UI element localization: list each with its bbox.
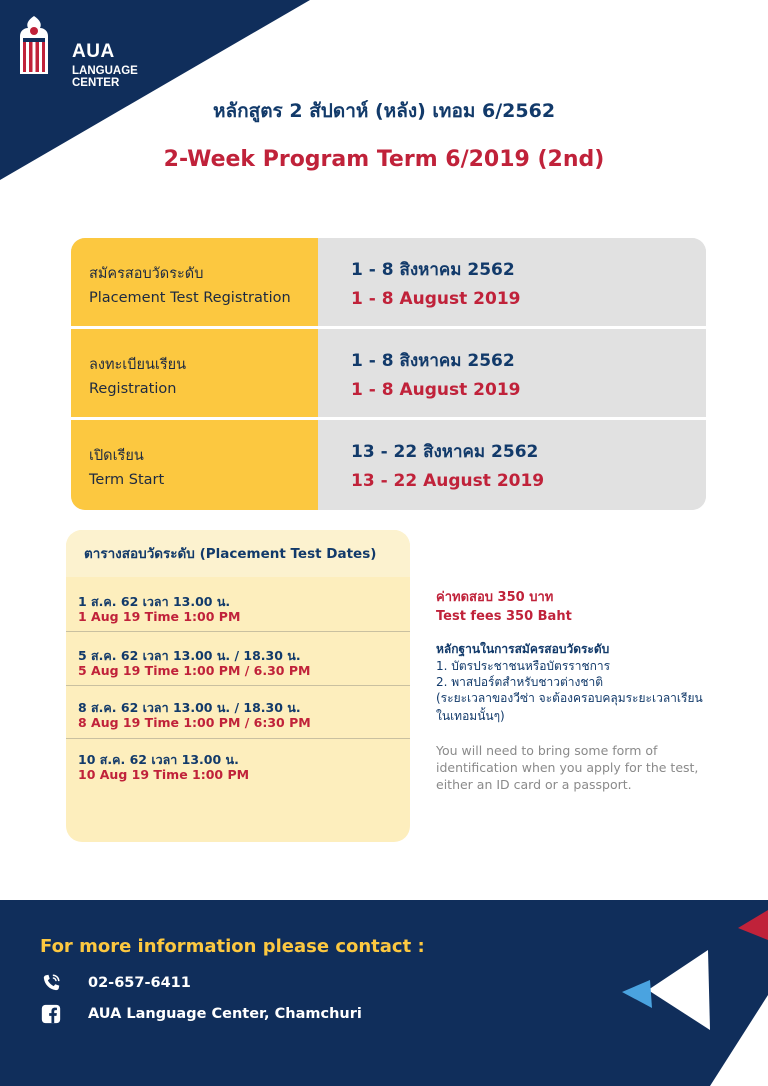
placement-date-thai: 8 ส.ค. 62 เวลา 13.00 น. / 18.30 น. — [78, 700, 301, 715]
logo-line-1: AUA — [72, 41, 115, 62]
identification-note: You will need to bring some form of identification when you apply for the test, either an ID card or a passport. — [436, 743, 699, 792]
placement-date-item — [66, 582, 410, 634]
placement-date-item — [66, 740, 410, 792]
schedule-label-english: Registration — [89, 381, 177, 397]
schedule-label-cell — [71, 420, 318, 510]
placement-dates-header — [66, 530, 410, 577]
placement-dates-title: ตารางสอบวัดระดับ (Placement Test Dates) — [84, 546, 377, 562]
placement-date-english: 5 Aug 19 Time 1:00 PM / 6.30 PM — [78, 663, 311, 678]
schedule-label-cell — [71, 238, 318, 326]
aua-crest-icon — [14, 14, 54, 78]
test-fee-thai: ค่าทดสอบ 350 บาท — [436, 590, 554, 605]
contact-facebook-page: AUA Language Center, Chamchuri — [88, 1006, 362, 1022]
placement-date-english: 10 Aug 19 Time 1:00 PM — [78, 767, 250, 782]
placement-date-english: 1 Aug 19 Time 1:00 PM — [78, 609, 241, 624]
test-fee-english: Test fees 350 Baht — [436, 609, 572, 624]
schedule-label-cell — [71, 329, 318, 417]
placement-date-item — [66, 636, 410, 688]
logo-line-3: CENTER — [72, 77, 120, 89]
logo-line-2: LANGUAGE — [72, 64, 138, 77]
contact-title: For more information please contact : — [40, 936, 425, 957]
schedule-date-english: 13 - 22 August 2019 — [351, 471, 545, 491]
required-document-line: 1. บัตรประชาชนหรือบัตรราชการ — [436, 659, 611, 673]
schedule-date-english: 1 - 8 August 2019 — [351, 289, 521, 309]
schedule-value-cell — [321, 420, 706, 510]
placement-date-thai: 5 ส.ค. 62 เวลา 13.00 น. / 18.30 น. — [78, 648, 301, 663]
placement-date-separator — [66, 631, 410, 632]
required-document-line: 2. พาสปอร์ตสำหรับชาวต่างชาติ — [436, 675, 604, 689]
facebook-icon — [40, 1003, 62, 1025]
schedule-row-registration — [71, 329, 706, 417]
schedule-row-placement-registration — [71, 238, 706, 326]
schedule-date-thai: 1 - 8 สิงหาคม 2562 — [351, 260, 515, 280]
program-title-english: 2-Week Program Term 6/2019 (2nd) — [163, 147, 605, 172]
schedule-label-english: Placement Test Registration — [89, 290, 291, 306]
aua-logo — [14, 14, 174, 89]
schedule-label-thai: สมัครสอบวัดระดับ — [89, 266, 204, 282]
placement-date-item — [66, 688, 410, 740]
schedule-label-thai: ลงทะเบียนเรียน — [89, 357, 187, 373]
required-document-line: ในเทอมนั้นๆ) — [436, 709, 505, 723]
required-documents-title: หลักฐานในการสมัครสอบวัดระดับ — [436, 642, 610, 656]
placement-date-separator — [66, 685, 410, 686]
program-title-thai: หลักสูตร 2 สัปดาห์ (หลัง) เทอม 6/2562 — [212, 100, 556, 122]
placement-date-separator — [66, 738, 410, 739]
schedule-value-cell — [321, 329, 706, 417]
schedule-row-term-start — [71, 420, 706, 510]
phone-icon — [40, 972, 62, 994]
placement-date-english: 8 Aug 19 Time 1:00 PM / 6:30 PM — [78, 715, 311, 730]
contact-footer — [0, 900, 768, 1086]
schedule-date-english: 1 - 8 August 2019 — [351, 380, 521, 400]
schedule-value-cell — [321, 238, 706, 326]
schedule-label-english: Term Start — [89, 472, 165, 488]
schedule-table — [71, 238, 706, 510]
schedule-date-thai: 13 - 22 สิงหาคม 2562 — [351, 442, 539, 462]
required-document-line: (ระยะเวลาของวีซ่า จะต้องครอบคลุมระยะเวลาเรียน — [436, 691, 703, 705]
schedule-label-thai: เปิดเรียน — [89, 448, 144, 464]
schedule-date-thai: 1 - 8 สิงหาคม 2562 — [351, 351, 515, 371]
placement-date-thai: 10 ส.ค. 62 เวลา 13.00 น. — [78, 752, 239, 767]
placement-date-thai: 1 ส.ค. 62 เวลา 13.00 น. — [78, 594, 231, 609]
contact-phone-number: 02-657-6411 — [88, 975, 191, 991]
decorative-triangles — [600, 900, 768, 1086]
placement-dates-box — [66, 530, 410, 842]
